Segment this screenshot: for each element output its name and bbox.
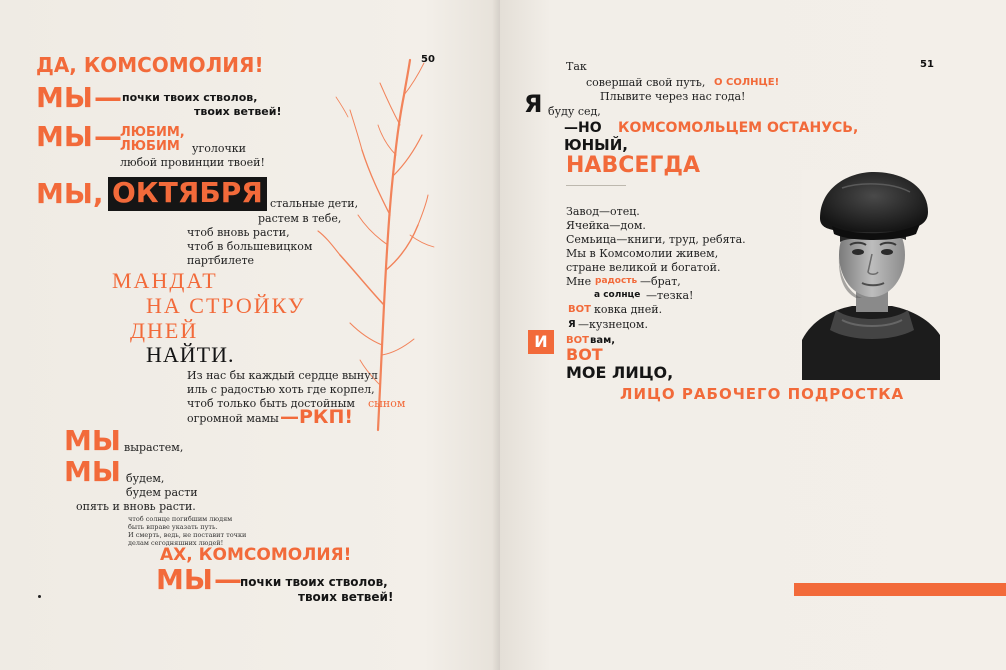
fine-print-line: делам сегодняшних людей! [128, 539, 224, 547]
word-navsegda: НАВСЕГДА [566, 153, 701, 178]
verse-line: вырастем, [124, 441, 184, 454]
verse-line: почки твоих стволов, [240, 575, 388, 589]
word-na-stroyku: НА СТРОЙКУ [146, 293, 306, 318]
caption-lico-rabochego-podrostka: ЛИЦО РАБОЧЕГО ПОДРОСТКА [620, 385, 905, 403]
orange-rule-bar [794, 583, 1006, 596]
word-ya: Я [524, 90, 543, 118]
word-vam: вам, [590, 335, 616, 346]
word-yuny: ЮНЫЙ, [564, 136, 628, 154]
verse-line: чтоб в большевицком [187, 240, 313, 253]
word-komsomolcem: КОМСОМОЛЬЦЕМ ОСТАНУСЬ, [618, 120, 859, 136]
page-number: 51 [920, 59, 934, 70]
word-vot: ВОТ [568, 304, 591, 315]
page-number: 50 [421, 54, 435, 65]
word-my: МЫ [64, 455, 121, 488]
verse-line: твоих ветвей! [194, 105, 282, 118]
word-ya: Я [568, 319, 576, 330]
verse-line: партбилете [187, 254, 255, 267]
verse-line: Ячейка—дом. [566, 219, 646, 232]
word-my: МЫ [156, 563, 213, 596]
verse-line: —тезка! [646, 289, 694, 302]
verse-line: опять и вновь расти. [76, 500, 196, 513]
word-a-solnce: а солнце [594, 290, 641, 300]
left-page [0, 0, 500, 670]
verse-line: совершай свой путь, [586, 76, 706, 89]
verse-line: Плывите через нас года! [600, 90, 746, 103]
word-no: —НО [564, 120, 602, 136]
word-oktyabrya: ОКТЯБРЯ [108, 177, 267, 211]
word-radost: радость [595, 276, 638, 286]
word-vot: ВОТ [566, 335, 589, 346]
word-my: МЫ [36, 81, 93, 114]
word-lyubim: ЛЮБИМ [120, 139, 180, 154]
word-lyubim: ЛЮБИМ, [120, 125, 185, 140]
verse-line: почки твоих стволов, [122, 91, 258, 104]
verse-line: стальные дети, [270, 197, 359, 210]
verse-line: ковка дней. [594, 303, 663, 316]
verse-line: иль с радостью хоть где корпел, [187, 383, 375, 396]
verse-line: —брат, [640, 275, 681, 288]
dash: — [94, 81, 122, 114]
word-mandat: МАНДАТ [112, 268, 218, 293]
verse-line: любой провинции твоей! [120, 156, 265, 169]
verse-line: Так [566, 60, 587, 73]
letter-i-box: И [528, 330, 554, 354]
word-my: МЫ, [36, 177, 104, 210]
word-vot: ВОТ [566, 345, 603, 364]
verse-line: Семьица—книги, труд, ребята. [566, 233, 746, 246]
word-dney: ДНЕЙ [130, 318, 199, 343]
verse-line: Завод—отец. [566, 205, 640, 218]
verse-line: твоих ветвей! [298, 590, 394, 604]
verse-line: Из нас бы каждый сердце вынул [187, 369, 378, 382]
verse-line: будем, [126, 472, 165, 485]
word-nayti: НАЙТИ. [146, 342, 235, 367]
print-dot [38, 595, 41, 598]
verse-line: —кузнецом. [578, 318, 648, 331]
verse-line: уголочки [192, 142, 246, 155]
verse-line: чтоб вновь расти, [187, 226, 290, 239]
word-o-solnce: О СОЛНЦЕ! [714, 77, 780, 88]
divider-rule [566, 185, 626, 186]
fine-print-line: чтоб солнце погибшим людям [128, 515, 233, 523]
word-my: МЫ [36, 120, 93, 153]
dash: — [94, 120, 122, 153]
verse-line: стране великой и богатой. [566, 261, 721, 274]
heading-da-komsomoliya: ДА, КОМСОМОЛИЯ! [36, 53, 264, 77]
verse-line: растем в тебе, [258, 212, 342, 225]
portrait-photo [802, 170, 940, 380]
verse-line: будем расти [126, 486, 198, 499]
verse-line: чтоб только быть достойным [187, 397, 355, 410]
word-synom: сыном [368, 397, 406, 410]
verse-line: Мы в Комсомолии живем, [566, 247, 719, 260]
dash: — [214, 563, 242, 596]
fine-print-line: быть вправе указать путь. [128, 523, 218, 531]
word-moe-lico: МОЕ ЛИЦО, [566, 363, 674, 382]
word-my: МЫ [64, 424, 121, 457]
word-rkp: —РКП! [280, 406, 354, 428]
fine-print-line: И смерть, ведь, не поставит точки [128, 531, 247, 539]
verse-line: огромной мамы [187, 412, 279, 425]
verse-line: буду сед, [548, 105, 601, 118]
heading-ah-komsomoliya: АХ, КОМСОМОЛИЯ! [160, 545, 352, 565]
verse-line: Мне [566, 275, 592, 288]
